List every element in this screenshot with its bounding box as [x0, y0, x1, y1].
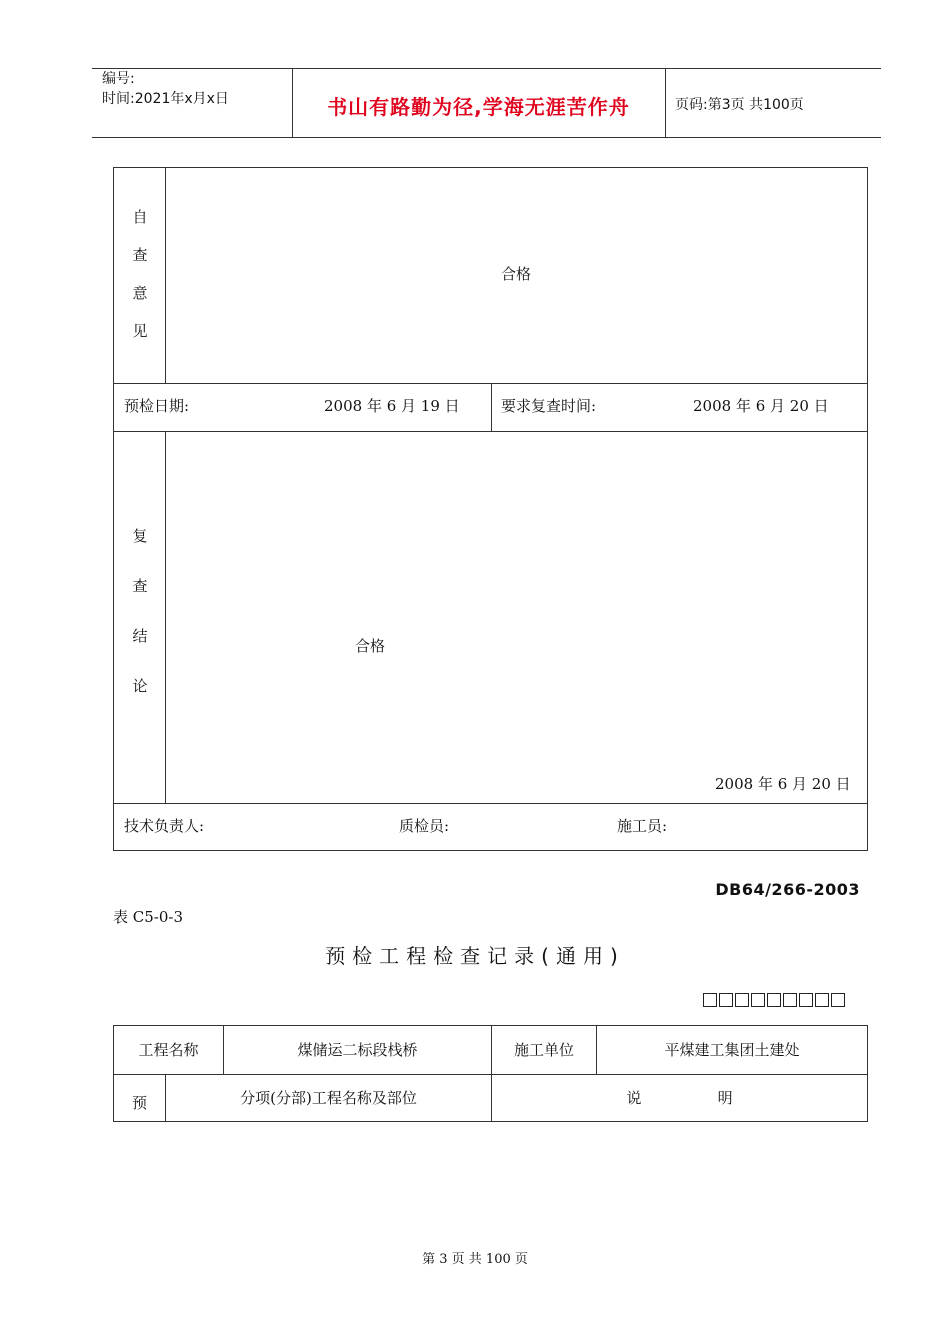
- page-footer: 第 3 页 共 100 页: [422, 1252, 528, 1267]
- record-number-boxes: [703, 993, 845, 1007]
- recheck-label-char: 查: [132, 577, 148, 595]
- recheck-time-value: 2008 年 6 月 20 日: [693, 397, 829, 415]
- header-page-info: 页码:第3页 共100页: [675, 97, 804, 113]
- table-rule: [491, 383, 492, 431]
- self-check-label-char: 意: [132, 284, 148, 302]
- self-check-label-char: 查: [132, 246, 148, 264]
- number-box: [783, 993, 797, 1007]
- recheck-label-char: 复: [132, 527, 148, 545]
- recheck-time-label: 要求复查时间:: [501, 397, 597, 415]
- document-header: [92, 68, 881, 138]
- self-check-result: 合格: [501, 265, 532, 283]
- recheck-result: 合格: [355, 637, 386, 655]
- description-label: 说 明: [626, 1089, 733, 1107]
- table-rule: [165, 431, 166, 803]
- number-box: [831, 993, 845, 1007]
- number-box: [799, 993, 813, 1007]
- number-box: [815, 993, 829, 1007]
- construction-unit-label: 施工单位: [513, 1041, 574, 1059]
- self-check-label-char: 见: [132, 322, 148, 340]
- header-time-label: 时间:2021年x月x日: [102, 91, 229, 107]
- number-box: [767, 993, 781, 1007]
- number-box: [703, 993, 717, 1007]
- number-box: [719, 993, 733, 1007]
- recheck-date: 2008 年 6 月 20 日: [715, 775, 851, 793]
- precheck-date-label: 预检日期:: [124, 397, 190, 415]
- subitem-label: 分项(分部)工程名称及部位: [240, 1089, 417, 1107]
- header-number-label: 编号:: [102, 71, 135, 87]
- form-title: 预检工程检查记录(通用): [325, 944, 625, 968]
- table-rule: [114, 803, 867, 804]
- inspector-label: 质检员:: [399, 817, 450, 835]
- table-rule: [165, 168, 166, 383]
- recheck-label-char: 论: [132, 677, 148, 695]
- pre-label: 预: [131, 1094, 147, 1112]
- self-check-label-char: 自: [132, 208, 148, 226]
- header-motto: 书山有路勤为径,学海无涯苦作舟: [327, 95, 630, 119]
- header-meta: [102, 69, 229, 109]
- header-divider: [665, 69, 666, 137]
- precheck-general-table: [113, 1025, 868, 1122]
- form-number: 表 C5-0-3: [113, 908, 184, 926]
- precheck-record-table: [113, 167, 868, 851]
- precheck-date-value: 2008 年 6 月 19 日: [324, 397, 460, 415]
- number-box: [735, 993, 749, 1007]
- number-box: [751, 993, 765, 1007]
- builder-label: 施工员:: [617, 817, 668, 835]
- project-name-label: 工程名称: [138, 1041, 199, 1059]
- recheck-label-char: 结: [132, 627, 148, 645]
- construction-unit-value: 平煤建工集团土建处: [664, 1041, 800, 1059]
- table-rule: [114, 431, 867, 432]
- standard-code: DB64/266-2003: [715, 880, 860, 899]
- tech-lead-label: 技术负责人:: [124, 817, 205, 835]
- project-name-value: 煤储运二标段栈桥: [297, 1041, 418, 1059]
